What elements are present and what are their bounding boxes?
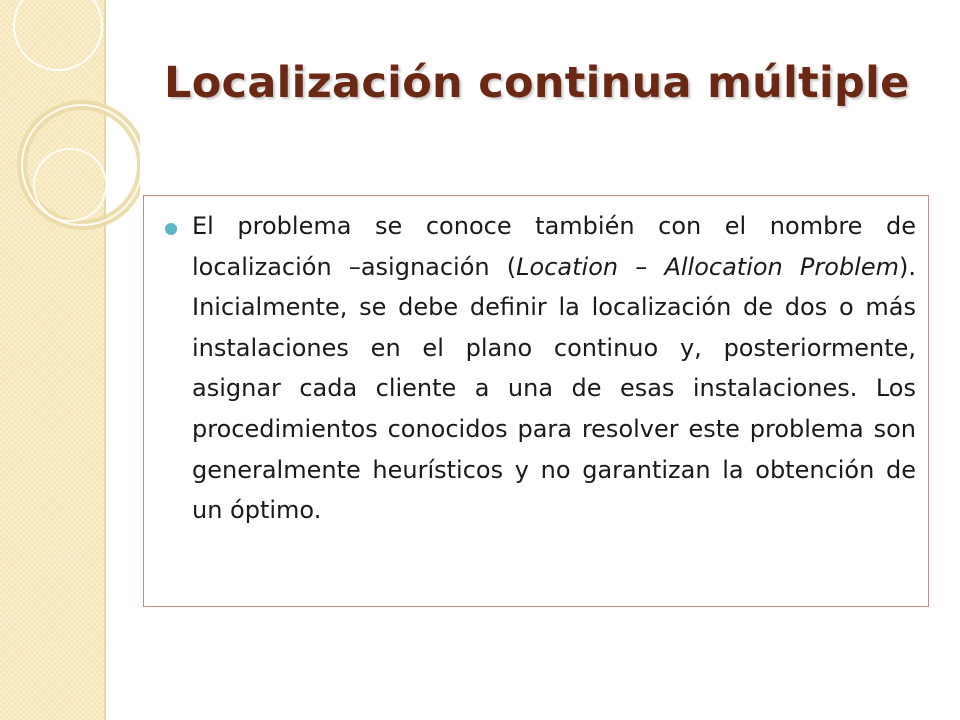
bullet-dot-icon: [165, 223, 177, 235]
decorative-circles-icon: [0, 0, 140, 260]
slide-title: Localización continua múltiple: [164, 58, 910, 108]
content-box: [143, 195, 929, 607]
bullet-item: [144, 196, 928, 531]
bullet-list: [144, 196, 928, 531]
bullet-text-italic-segment: Location – Allocation Problem: [516, 252, 899, 281]
bullet-text-segment: ). Inicialmente, se debe definir la localización de dos o más instalaciones en el plano continuo y, posteriormente, asignar cada cliente a una de esas instalaciones. Los procedimientos conocidos para resolver este problema son generalmente heurísticos y no garantizan la obtención de un óptimo.: [192, 252, 916, 525]
bullet-text-segment: El problema se conoce también con el nombre de localización –asignación (: [192, 212, 916, 281]
bullet-text: [192, 206, 916, 531]
